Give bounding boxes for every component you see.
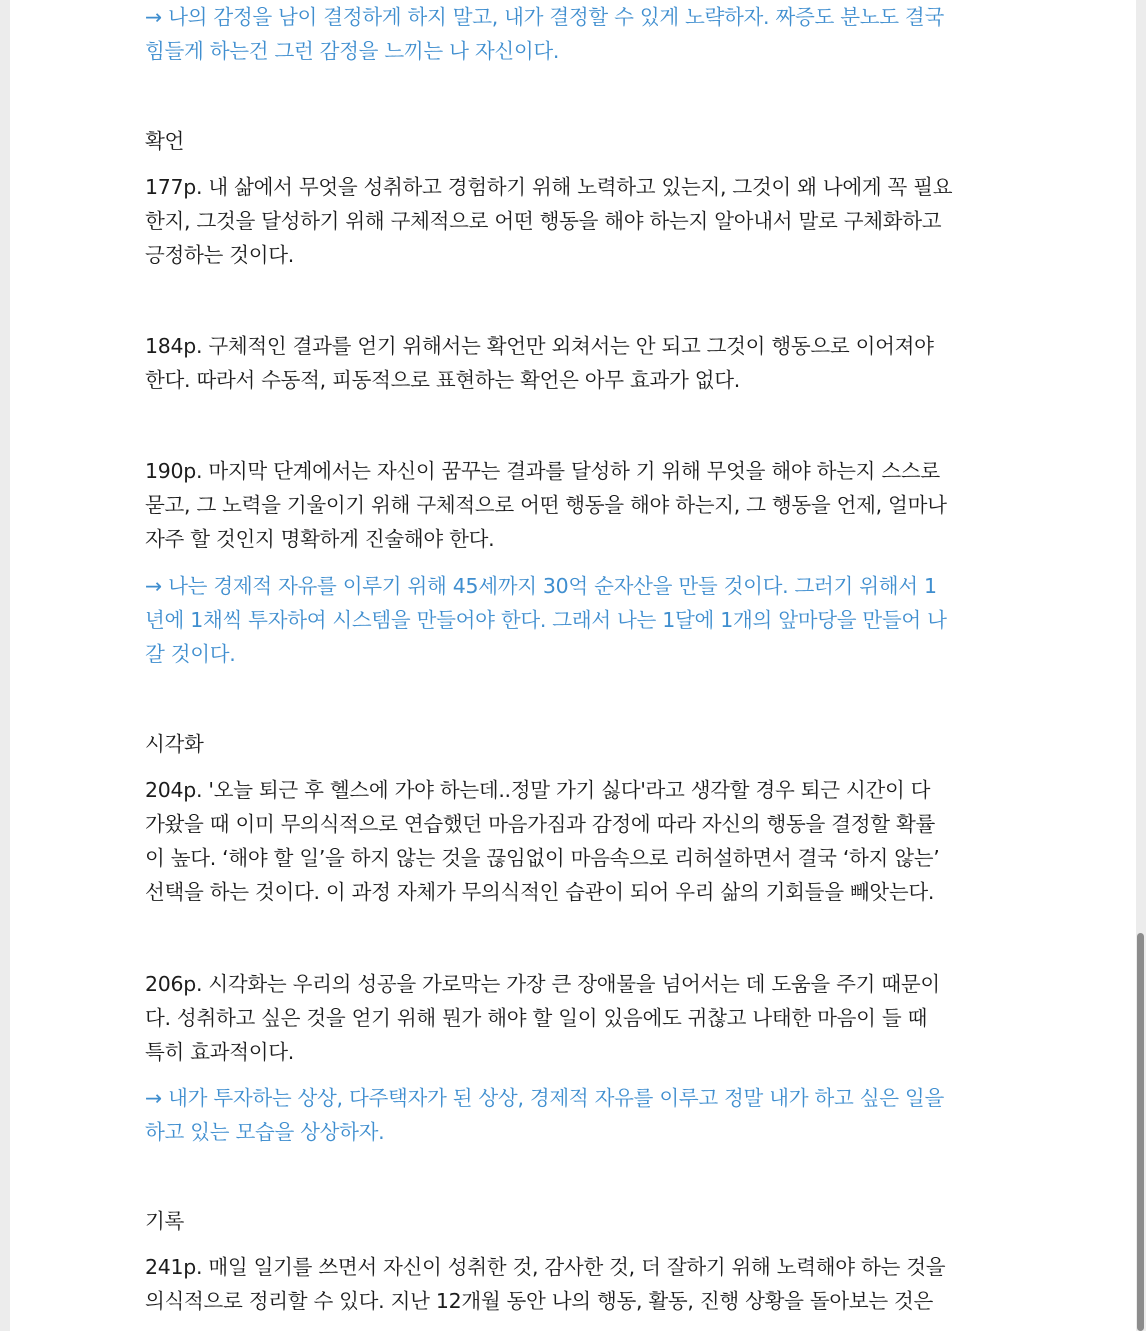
paragraph-177p: 177p. 내 삶에서 무엇을 성취하고 경험하기 위해 노력하고 있는지, 그것이 왜 나에게 꼭 필요 한지, 그것을 달성하기 위해 구체적으로 어떤 행동을 해야 하는지 알아내서 말로 구체화하고 긍정하는 것이다. xyxy=(145,175,953,267)
note-intro: → 나의 감정을 남이 결정하게 하지 말고, 내가 결정할 수 있게 노략하자. 짜증도 분노도 결국 힘들게 하는건 그런 감정을 느끼는 나 자신이다. xyxy=(145,5,944,63)
vertical-scrollbar[interactable] xyxy=(1137,933,1144,1331)
document-page[interactable] xyxy=(10,0,1136,1331)
paragraph-206p: 206p. 시각화는 우리의 성공을 가로막는 가장 큰 장애물을 넘어서는 데 도움을 주기 때문이 다. 성취하고 싶은 것을 얻기 위해 뭔가 해야 할 일이 있음에도 귀찮고 나태한 마음이 들 때 특히 효과적이다. xyxy=(145,972,940,1064)
section-heading-visualization: 시각화 xyxy=(145,732,204,756)
note-206p: → 내가 투자하는 상상, 다주택자가 된 상상, 경제적 자유를 이루고 정말 내가 하고 싶은 일을 하고 있는 모습을 상상하자. xyxy=(145,1086,944,1144)
section-heading-affirmation: 확언 xyxy=(145,129,185,153)
paragraph-184p: 184p. 구체적인 결과를 얻기 위해서는 확언만 외쳐서는 안 되고 그것이 행동으로 이어져야 한다. 따라서 수동적, 피동적으로 표현하는 확언은 아무 효과가 없다. xyxy=(145,334,934,392)
paragraph-190p: 190p. 마지막 단계에서는 자신이 꿈꾸는 결과를 달성하 기 위해 무엇을 해야 하는지 스스로 묻고, 그 노력을 기울이기 위해 구체적으로 어떤 행동을 해야 하는지, 그 행동을 언제, 얼마나 자주 할 것인지 명확하게 진술해야 한다. xyxy=(145,459,947,551)
paragraph-241p: 241p. 매일 일기를 쓰면서 자신이 성취한 것, 감사한 것, 더 잘하기 위해 노력해야 하는 것을 의식적으로 정리할 수 있다. 지난 12개월 동안 나의 행동, 활동, 진행 상황을 돌아보는 것은 xyxy=(145,1255,946,1313)
note-190p: → 나는 경제적 자유를 이루기 위해 45세까지 30억 순자산을 만들 것이다. 그러기 위해서 1 년에 1채씩 투자하여 시스템을 만들어야 한다. 그래서 나는 1달에 1개의 앞마당을 만들어 나 갈 것이다. xyxy=(145,574,947,666)
paragraph-204p: 204p. '오늘 퇴근 후 헬스에 가야 하는데..정말 가기 싫다'라고 생각할 경우 퇴근 시간이 다 가왔을 때 이미 무의식적으로 연습했던 마음가짐과 감정에 따라 자신의 행동을 결정할 확률 이 높다. ‘해야 할 일’을 하지 않는 것을 끊임없이 마음속으로 리허설하면서 결국 ‘하지 않는’ 선택을 하는 것이다. 이 과정 자체가 무의식적인 습관이 되어 우리 삶의 기회들을 빼앗는다. xyxy=(145,778,940,904)
section-heading-record: 기록 xyxy=(145,1209,185,1233)
